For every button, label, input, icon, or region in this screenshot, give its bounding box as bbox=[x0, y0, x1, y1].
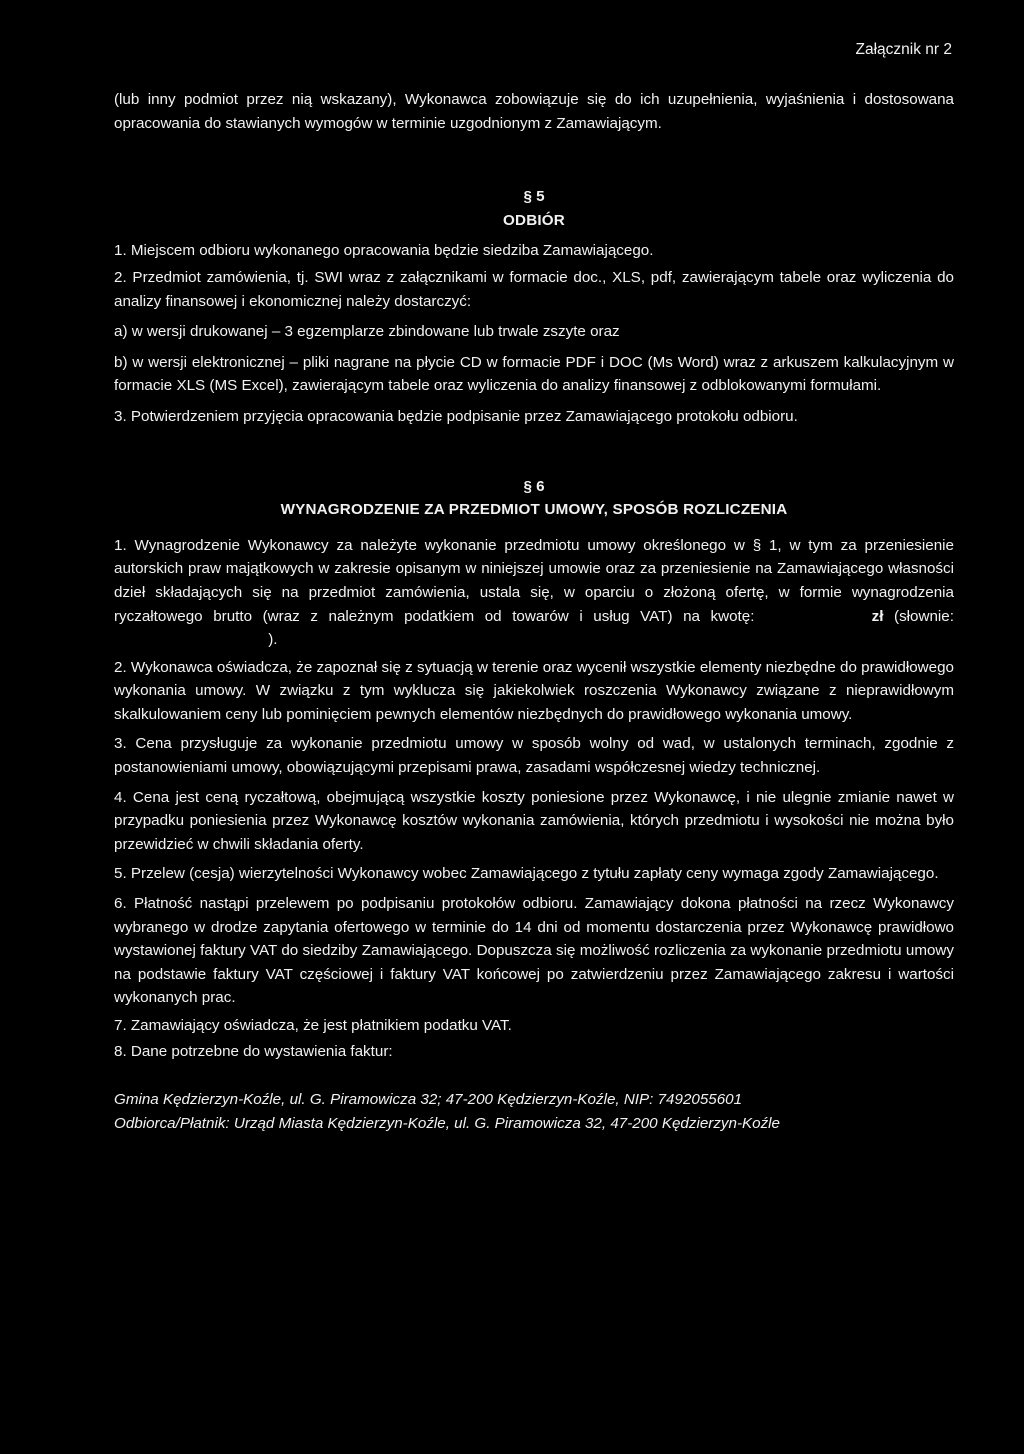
invoice-details bbox=[114, 1088, 954, 1135]
section-6-item-1-text: 1. Wynagrodzenie Wykonawcy za należyte wykonanie przedmiotu umowy określonego w § 1, w tym za przeniesienie autorskich praw majątkowych w zakresie opisanym w niniejszej umowie oraz za przeniesienie na Zamawiającego własności dzieł składających się na przedmiot zamówienia, ustala się, w oparciu o złożoną ofertę, w formie wynagrodzenia ryczałtowego brutto (wraz z należnym podatkiem od towarów i usług VAT) na kwotę: bbox=[114, 536, 954, 625]
section-5-number: § 5 bbox=[523, 188, 545, 206]
section-5-item-2: 2. Przedmiot zamówienia, tj. SWI wraz z załącznikami w formacie doc., XLS, pdf, zawierającym tabele oraz wyliczenia do analizy finansowej i ekonomicznej należy dostarczyć: bbox=[114, 268, 954, 310]
intro-paragraph: (lub inny podmiot przez nią wskazany), Wykonawca zobowiązuje się do ich uzupełnienia, wyjaśnienia i dostosowana opracowania do stawianych wymogów w terminie uzgodnionym z Zamawiającym. bbox=[114, 91, 954, 132]
section-5-title: ODBIÓR bbox=[503, 211, 565, 229]
section-5-item-1: 1. Miejscem odbioru wykonanego opracowania będzie siedziba Zamawiającego. bbox=[114, 242, 654, 260]
section-5-item-2b: b) w wersji elektronicznej – pliki nagrane na płycie CD w formacie PDF i DOC (Ms Word) wraz z arkuszem kalkulacyjnym w formacie XLS (MS Excel), zawierającym tabele oraz wyliczenia do analizy finansowej z odblokowanymi formułami. bbox=[114, 353, 954, 395]
invoice-payer-line: Gmina Kędzierzyn-Koźle, ul. G. Piramowicza 32; 47-200 Kędzierzyn-Koźle, NIP: 7492055601 bbox=[114, 1091, 743, 1109]
section-6-item-1 bbox=[114, 534, 954, 652]
amount-in-words-label: (słownie: bbox=[894, 607, 954, 625]
currency-label: zł bbox=[871, 607, 884, 625]
section-6-title: WYNAGRODZENIE ZA PRZEDMIOT UMOWY, SPOSÓB ROZLICZENIA bbox=[280, 501, 788, 519]
section-6-item-5: 5. Przelew (cesja) wierzytelności Wykonawcy wobec Zamawiającego z tytułu zapłaty ceny wymaga zgody Zamawiającego. bbox=[114, 865, 939, 883]
invoice-recipient-line: Odbiorca/Płatnik: Urząd Miasta Kędzierzyn-Koźle, ul. G. Piramowicza 32, 47-200 Kędzierzyn-Koźle bbox=[114, 1114, 781, 1132]
amount-in-words-end: ). bbox=[268, 631, 278, 649]
section-6-item-4: 4. Cena jest ceną ryczałtową, obejmującą wszystkie koszty poniesione przez Wykonawcę, i nie ulegnie zmianie nawet w przypadku poniesienia przez Wykonawcę kosztów wykonania zamówienia, których przedmiotu i wysokości nie można było przewidzieć w chwili składania oferty. bbox=[114, 788, 954, 853]
section-6-number: § 6 bbox=[523, 477, 545, 495]
section-5-item-3: 3. Potwierdzeniem przyjęcia opracowania będzie podpisanie przez Zamawiającego protokołu odbioru. bbox=[114, 407, 798, 425]
section-6-item-2: 2. Wykonawca oświadcza, że zapoznał się z sytuacją w terenie oraz wycenił wszystkie elementy niezbędne do prawidłowego wykonania umowy. W związku z tym wyklucza się jakiekolwiek roszczenia Wykonawcy związane z nieprawidłowym skalkulowaniem ceny lub pominięciem pewnych elementów niezbędnych do prawidłowego wykonania umowy. bbox=[114, 658, 954, 723]
document-body bbox=[114, 88, 954, 1135]
section-6-item-6: 6. Płatność nastąpi przelewem po podpisaniu protokołów odbioru. Zamawiający dokona płatności na rzecz Wykonawcy wybranego w drodze zapytania ofertowego w terminie do 14 dni od momentu dostarczenia przez Wykonawcę prawidłowo wystawionej faktury VAT do siedziby Zamawiającego. Dopuszcza się możliwość rozliczenia za wykonanie przedmiotu umowy na podstawie faktury VAT częściowej i faktury VAT końcowej po zatwierdzeniu przez Zamawiającego zakresu i wartości wykonanych prac. bbox=[114, 895, 954, 1007]
section-5-item-2a: a) w wersji drukowanej – 3 egzemplarze zbindowane lub trwale zszyte oraz bbox=[114, 323, 620, 341]
section-6-item-3: 3. Cena przysługuje za wykonanie przedmiotu umowy w sposób wolny od wad, w ustalonych terminach, zgodnie z postanowieniami umowy, obowiązującymi przepisami prawa, zasadami współczesnej wiedzy technicznej. bbox=[114, 735, 954, 777]
section-6-item-8: 8. Dane potrzebne do wystawienia faktur: bbox=[114, 1042, 393, 1060]
attachment-label: Załącznik nr 2 bbox=[855, 41, 952, 58]
section-6-item-7: 7. Zamawiający oświadcza, że jest płatnikiem podatku VAT. bbox=[114, 1017, 512, 1034]
